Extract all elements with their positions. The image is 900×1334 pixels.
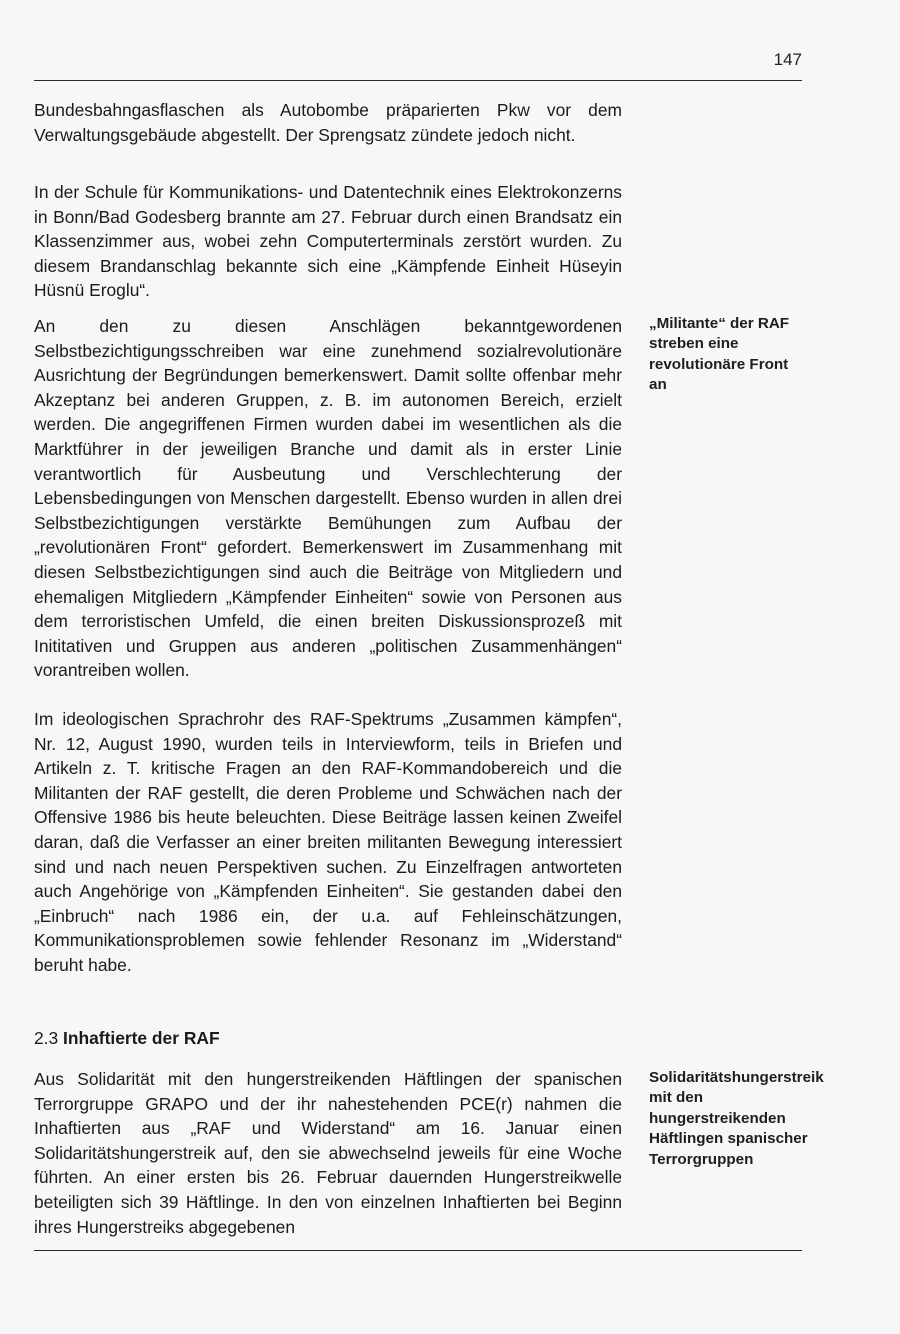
paragraph-hungerstreik — [34, 1067, 622, 1239]
paragraph-brandanschlag — [34, 180, 622, 303]
paragraph-autobombe — [34, 98, 622, 147]
page-number: 147 — [773, 50, 802, 69]
paragraph-text: In der Schule für Kommunikations- und Datentechnik eines Elektrokonzerns in Bonn/Bad Godesberg brannte am 27. Februar durch einen Brandsatz ein Klassenzimmer aus, wobei zehn Computerterminals zerstört wurden. Zu diesem Brandanschlag bekannte sich eine „Kämpfende Einheit Hüseyin Hüsnü Eroglu“. — [34, 182, 622, 301]
paragraph-text: Im ideologischen Sprachrohr des RAF-Spektrums „Zusammen kämpfen“, Nr. 12, August 1990, wurden teils in Interviewform, teils in Briefen und Artikeln z. T. kritische Fragen an den RAF-Kommandobereich und die Militanten der RAF gestellt, die deren Probleme und Schwächen nach der Offensive 1986 bis heute beleuchten. Diese Beiträge lassen keinen Zweifel daran, daß die Verfasser an einer breiten militanten Bewegung interessiert sind und nach neuen Perspektiven suchen. Zu Einzelfragen antworteten auch Angehörige von „Kämpfenden Einheiten“. Sie gestanden dabei den „Einbruch“ nach 1986 ein, der u.a. auf Fehleinschätzungen, Kommunikationsproblemen sowie fehlender Resonanz im „Widerstand“ beruht habe. — [34, 709, 622, 975]
section-title: Inhaftierte der RAF — [63, 1028, 220, 1048]
paragraph-text: An den zu diesen Anschlägen bekanntgewordenen Selbstbezichtigungsschreiben war eine zunehmend sozialrevolutionäre Ausrichtung der Begründungen bemerkenswert. Damit sollte offenbar mehr Akzeptanz bei anderen Gruppen, z. B. im autonomen Bereich, erzielt werden. Die angegriffenen Firmen wurden dabei im wesentlichen als die Marktführer in der jeweiligen Branche und damit als in erster Linie verantwortlich für Ausbeutung und Verschlechterung der Lebensbedingungen von Menschen dargestellt. Ebenso wurden in allen drei Selbstbezichtigungen verstärkte Bemühungen zum Aufbau der „revolutionären Front“ gefordert. Bemerkenswert im Zusammenhang mit diesen Selbstbezichtigungen sind auch die Beiträge von Mitgliedern und ehemaligen Mitgliedern „Kämpfender Einheiten“ sowie von Personen aus dem terroristischen Umfeld, die einen breiten Diskussionsprozeß mit Inititativen und Gruppen aus anderen „politischen Zusammenhängen“ vorantreiben wollen. — [34, 316, 622, 681]
margin-note-solidaritaet: Solidaritätshungerstreik mit den hungerstreikenden Häftlingen spanischer Terrorgruppen — [649, 1069, 824, 1168]
footer-rule — [34, 1250, 802, 1251]
section-heading — [34, 1026, 220, 1050]
paragraph-selbstbezichtigungen — [34, 314, 622, 683]
paragraph-text: Bundesbahngasflaschen als Autobombe präparierten Pkw vor dem Verwaltungsgebäude abgestellt. Der Sprengsatz zündete jedoch nicht. — [34, 100, 622, 145]
paragraph-text: Aus Solidarität mit den hungerstreikenden Häftlingen der spanischen Terrorgruppe GRAPO und der ihr nahestehenden PCE(r) nahmen die Inhaftierten aus „RAF und Widerstand“ am 16. Januar einen Solidaritätshungerstreik auf, den sie abwechselnd jeweils für eine Woche führten. An einer ersten bis 26. Februar dauernden Hungerstreikwelle beteiligten sich 39 Häftlinge. In den von einzelnen Inhaftierten bei Beginn ihres Hungerstreiks abgegebenen — [34, 1069, 622, 1237]
header-rule — [34, 80, 802, 81]
section-number: 2.3 — [34, 1028, 59, 1048]
margin-note-militante: „Militante“ der RAF streben eine revolutionäre Front an — [649, 315, 790, 394]
paragraph-zusammen-kaempfen — [34, 707, 622, 978]
